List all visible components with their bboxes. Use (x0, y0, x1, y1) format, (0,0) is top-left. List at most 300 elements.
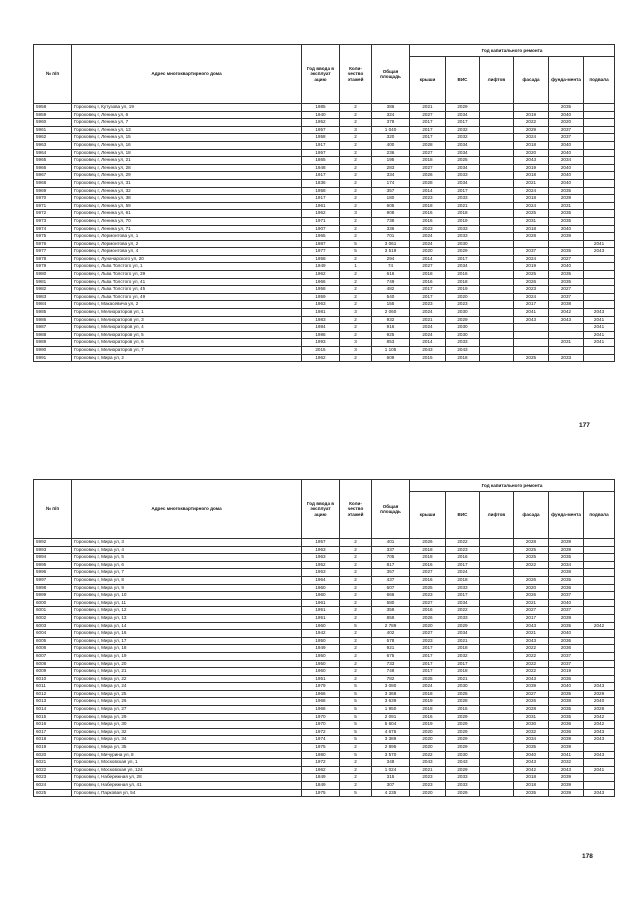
table-row (34, 316, 615, 324)
table-row (34, 592, 615, 600)
cell-roof: 2024 (410, 233, 446, 241)
cell-num: 5982 (34, 286, 72, 294)
cell-basement: 2041 (584, 331, 615, 339)
cell-foundation: 2035 (549, 278, 584, 286)
cell-facade: 2025 (514, 210, 549, 218)
page-number: 177 (579, 422, 590, 429)
table-row (34, 561, 615, 569)
col-header-floors: Коли-чество этажей (340, 480, 372, 539)
cell-foundation: 2034 (549, 561, 584, 569)
table-row (34, 278, 615, 286)
cell-foundation (549, 240, 584, 248)
cell-foundation: 2036 (549, 675, 584, 683)
cell-lift (480, 744, 514, 752)
cell-basement (584, 569, 615, 577)
cell-vis: 2021 (446, 202, 480, 210)
cell-facade: 2031 (514, 713, 549, 721)
cell-year: 1957 (302, 126, 340, 134)
table-row (34, 554, 615, 562)
cell-facade (514, 347, 549, 355)
cell-address: Гороховец г, Льва Толстого ул, 1 (72, 263, 302, 271)
cell-facade: 2032 (514, 728, 549, 736)
cell-year: 1983 (302, 316, 340, 324)
cell-lift (480, 539, 514, 547)
cell-basement (584, 607, 615, 615)
cell-vis: 2029 (446, 789, 480, 797)
cell-address: Гороховец г, Мира ул, 17 (72, 637, 302, 645)
cell-foundation: 2027 (549, 286, 584, 294)
cell-lift (480, 630, 514, 638)
cell-area: 607 (372, 584, 410, 592)
cell-floors: 2 (340, 119, 372, 127)
table-row (34, 179, 615, 187)
table-row (34, 614, 615, 622)
cell-foundation: 2040 (549, 111, 584, 119)
cell-vis: 2033 (446, 195, 480, 203)
cell-year: 1849 (302, 782, 340, 790)
table-row (34, 111, 615, 119)
cell-num: 5969 (34, 187, 72, 195)
cell-floors: 2 (340, 561, 372, 569)
cell-facade: 2021 (514, 599, 549, 607)
cell-foundation: 2039 (549, 614, 584, 622)
cell-address: Гороховец г, Лермонтова ул, 4 (72, 248, 302, 256)
cell-foundation: 2035 (549, 210, 584, 218)
cell-num: 6014 (34, 706, 72, 714)
cell-lift (480, 690, 514, 698)
cell-roof: 2019 (410, 721, 446, 729)
cell-address: Гороховец г, Лермонтова ул, 2 (72, 240, 302, 248)
col-header-area: Общая площадь (372, 480, 410, 539)
cell-facade: 2028 (514, 233, 549, 241)
cell-floors: 2 (340, 149, 372, 157)
cell-area: 817 (372, 561, 410, 569)
cell-year: 1968 (302, 706, 340, 714)
cell-area: 334 (372, 172, 410, 180)
cell-lift (480, 134, 514, 142)
cell-floors: 5 (340, 683, 372, 691)
table-row (34, 690, 615, 698)
cell-year: 1953 (302, 569, 340, 577)
cell-foundation: 2036 (549, 721, 584, 729)
cell-roof: 2022 (410, 751, 446, 759)
cell-year: 1952 (302, 119, 340, 127)
cell-lift (480, 713, 514, 721)
cell-vis: 2028 (446, 698, 480, 706)
cell-foundation: 2035 (549, 690, 584, 698)
cell-foundation: 2039 (549, 546, 584, 554)
cell-basement (584, 645, 615, 653)
cell-foundation: 2040 (549, 172, 584, 180)
col-header-vis: ВИС (446, 492, 480, 539)
cell-basement (584, 630, 615, 638)
cell-year: 1949 (302, 263, 340, 271)
cell-roof: 2026 (410, 539, 446, 547)
cell-area: 701 (372, 233, 410, 241)
cell-vis: 2029 (446, 721, 480, 729)
table-row (34, 713, 615, 721)
table-row (34, 217, 615, 225)
cell-num: 5976 (34, 240, 72, 248)
table-row (34, 660, 615, 668)
cell-foundation: 2039 (549, 539, 584, 547)
cell-num: 5991 (34, 354, 72, 362)
cell-num: 6008 (34, 660, 72, 668)
cell-floors: 5 (340, 721, 372, 729)
cell-num: 6016 (34, 721, 72, 729)
cell-area: 5 604 (372, 721, 410, 729)
table-row (34, 698, 615, 706)
cell-vis: 2034 (446, 111, 480, 119)
cell-year: 1942 (302, 630, 340, 638)
cell-roof: 2018 (410, 546, 446, 554)
cell-area: 155 (372, 301, 410, 309)
cell-vis: 2022 (446, 607, 480, 615)
cell-roof: 2023 (410, 637, 446, 645)
cell-num: 5984 (34, 301, 72, 309)
col-header-basement: подвала (584, 57, 615, 104)
cell-address: Гороховец г, Ленина ул, 31 (72, 179, 302, 187)
cell-year: 1964 (302, 576, 340, 584)
cell-vis: 2029 (446, 316, 480, 324)
cell-vis: 2023 (446, 301, 480, 309)
cell-year: 1977 (302, 248, 340, 256)
cell-floors: 2 (340, 539, 372, 547)
table-row (34, 736, 615, 744)
cell-roof: 2028 (410, 141, 446, 149)
cell-year: 1951 (302, 614, 340, 622)
cell-num: 5987 (34, 324, 72, 332)
cell-floors: 2 (340, 668, 372, 676)
cell-lift (480, 622, 514, 630)
table-row (34, 195, 615, 203)
cell-floors: 2 (340, 637, 372, 645)
cell-roof: 2025 (410, 584, 446, 592)
cell-area: 437 (372, 576, 410, 584)
cell-area: 580 (372, 599, 410, 607)
cell-basement (584, 157, 615, 165)
cell-floors: 2 (340, 774, 372, 782)
cell-roof: 2024 (410, 309, 446, 317)
cell-floors: 3 (340, 210, 372, 218)
cell-year: 1975 (302, 789, 340, 797)
cell-address: Гороховец г, Лермонтова ул, 1 (72, 233, 302, 241)
cell-area: 402 (372, 630, 410, 638)
cell-area: 2 789 (372, 622, 410, 630)
cell-floors: 5 (340, 736, 372, 744)
table-row (34, 141, 615, 149)
cell-vis: 2032 (446, 652, 480, 660)
table-row (34, 309, 615, 317)
cell-num: 5994 (34, 554, 72, 562)
cell-roof: 2026 (410, 172, 446, 180)
cell-basement (584, 278, 615, 286)
cell-basement: 2042 (584, 622, 615, 630)
cell-year: 1949 (302, 645, 340, 653)
cell-address: Гороховец г, Льва Толстого ул, 39 (72, 271, 302, 279)
table-row (34, 187, 615, 195)
cell-foundation: 2036 (549, 645, 584, 653)
cell-num: 5965 (34, 157, 72, 165)
cell-lift (480, 354, 514, 362)
cell-address: Гороховец г, Льва Толстого ул, 41 (72, 278, 302, 286)
col-header-floors: Коли-чество этажей (340, 45, 372, 104)
cell-roof: 2017 (410, 668, 446, 676)
cell-floors: 2 (340, 630, 372, 638)
cell-lift (480, 157, 514, 165)
cell-address: Гороховец г, Московская ул, 124 (72, 766, 302, 774)
cell-facade: 2039 (514, 683, 549, 691)
cell-roof: 2020 (410, 736, 446, 744)
cell-floors: 5 (340, 698, 372, 706)
cell-num: 5963 (34, 141, 72, 149)
cell-address: Гороховец г, Мира ул, 22 (72, 675, 302, 683)
cell-floors: 2 (340, 104, 372, 112)
cell-num: 6004 (34, 630, 72, 638)
cell-area: 401 (372, 539, 410, 547)
table-row (34, 104, 615, 112)
cell-year: 1961 (302, 599, 340, 607)
cell-roof: 2016 (410, 576, 446, 584)
cell-lift (480, 240, 514, 248)
cell-roof: 2023 (410, 301, 446, 309)
cell-roof: 2027 (410, 569, 446, 577)
cell-roof: 2024 (410, 324, 446, 332)
cell-facade: 2018 (514, 141, 549, 149)
cell-floors: 2 (340, 652, 372, 660)
cell-foundation: 2037 (549, 607, 584, 615)
cell-area: 3 639 (372, 698, 410, 706)
cell-facade: 2018 (514, 774, 549, 782)
table-row (34, 286, 615, 294)
cell-foundation: 2037 (549, 660, 584, 668)
table-row (34, 263, 615, 271)
table-row (34, 630, 615, 638)
cell-num: 5964 (34, 149, 72, 157)
cell-vis: 2018 (446, 210, 480, 218)
cell-area: 174 (372, 179, 410, 187)
cell-roof: 2043 (410, 759, 446, 767)
cell-address: Гороховец г, Ленина ул, 13 (72, 126, 302, 134)
cell-lift (480, 592, 514, 600)
cell-facade: 2024 (514, 134, 549, 142)
cell-num: 5979 (34, 263, 72, 271)
cell-address: Гороховец г, Мира ул, 27 (72, 706, 302, 714)
cell-floors: 5 (340, 751, 372, 759)
cell-address: Гороховец г, Мичурина ул, 8 (72, 751, 302, 759)
cell-area: 605 (372, 202, 410, 210)
cell-floors: 2 (340, 569, 372, 577)
cell-foundation: 2039 (549, 774, 584, 782)
table-row (34, 248, 615, 256)
cell-address: Гороховец г, Мира ул, 10 (72, 592, 302, 600)
cell-year: 1952 (302, 561, 340, 569)
cell-floors: 2 (340, 744, 372, 752)
cell-area: 357 (372, 187, 410, 195)
cell-basement (584, 111, 615, 119)
cell-floors: 3 (340, 309, 372, 317)
cell-vis: 2015 (446, 706, 480, 714)
col-header-repair-group: Год капитального ремонта (410, 480, 615, 492)
cell-address: Гороховец г, Мира ул, 11 (72, 599, 302, 607)
cell-floors: 5 (340, 240, 372, 248)
cell-facade: 2026 (514, 576, 549, 584)
cell-num: 6005 (34, 637, 72, 645)
cell-lift (480, 233, 514, 241)
cell-facade (514, 104, 549, 112)
cell-lift (480, 309, 514, 317)
cell-num: 5986 (34, 316, 72, 324)
cell-address: Гороховец г, Мелиораторов ул, 4 (72, 324, 302, 332)
cell-roof: 2016 (410, 217, 446, 225)
table-row (34, 255, 615, 263)
cell-lift (480, 187, 514, 195)
cell-roof: 2026 (410, 614, 446, 622)
cell-area: 749 (372, 278, 410, 286)
table-row (34, 645, 615, 653)
cell-basement: 2043 (584, 309, 615, 317)
cell-num: 6022 (34, 766, 72, 774)
cell-floors: 5 (340, 706, 372, 714)
cell-basement (584, 164, 615, 172)
cell-roof: 2023 (410, 225, 446, 233)
cell-facade: 2022 (514, 668, 549, 676)
cell-foundation: 2037 (549, 134, 584, 142)
cell-address: Гороховец г, Набережная ул, 28 (72, 774, 302, 782)
cell-year: 1962 (302, 354, 340, 362)
cell-floors: 2 (340, 233, 372, 241)
cell-basement: 2029 (584, 690, 615, 698)
cell-area: 578 (372, 637, 410, 645)
cell-floors: 2 (340, 255, 372, 263)
cell-num: 5992 (34, 539, 72, 547)
cell-lift (480, 179, 514, 187)
cell-num: 5959 (34, 111, 72, 119)
cell-num: 5985 (34, 309, 72, 317)
cell-address: Гороховец г, Мелиораторов ул, 6 (72, 339, 302, 347)
col-header-address: Адрес многоквартирного дома (72, 480, 302, 539)
cell-basement (584, 744, 615, 752)
cell-foundation: 2039 (549, 782, 584, 790)
cell-area: 2 895 (372, 744, 410, 752)
cell-vis: 2029 (446, 104, 480, 112)
cell-basement (584, 293, 615, 301)
cell-basement (584, 187, 615, 195)
cell-lift (480, 271, 514, 279)
table-row (34, 225, 615, 233)
cell-basement: 2028 (584, 706, 615, 714)
cell-num: 6010 (34, 675, 72, 683)
cell-year: 1958 (302, 187, 340, 195)
cell-num: 5958 (34, 104, 72, 112)
cell-facade: 2043 (514, 675, 549, 683)
cell-address: Гороховец г, Ленина ул, 6 (72, 111, 302, 119)
cell-vis: 2034 (446, 599, 480, 607)
cell-lift (480, 293, 514, 301)
cell-num: 5968 (34, 179, 72, 187)
table-row (34, 134, 615, 142)
cell-year: 1971 (302, 217, 340, 225)
cell-area: 400 (372, 141, 410, 149)
cell-basement (584, 539, 615, 547)
cell-basement (584, 652, 615, 660)
table-row (34, 637, 615, 645)
cell-num: 5996 (34, 569, 72, 577)
cell-facade: 2019 (514, 263, 549, 271)
table-row (34, 759, 615, 767)
cell-num: 5980 (34, 271, 72, 279)
cell-address: Гороховец г, Мира ул, 7 (72, 569, 302, 577)
cell-facade: 2025 (514, 271, 549, 279)
cell-foundation: 2039 (549, 195, 584, 203)
cell-roof: 2023 (410, 195, 446, 203)
cell-lift (480, 569, 514, 577)
capital-repair-table-page-178 (33, 479, 615, 797)
cell-roof: 2020 (410, 622, 446, 630)
cell-basement: 2042 (584, 721, 615, 729)
cell-facade: 2022 (514, 119, 549, 127)
cell-facade: 2022 (514, 652, 549, 660)
cell-basement: 2041 (584, 316, 615, 324)
cell-area: 1 040 (372, 126, 410, 134)
col-header-num: № п/п (34, 45, 72, 104)
cell-foundation: 2040 (549, 179, 584, 187)
cell-basement: 2041 (584, 766, 615, 774)
cell-num: 5961 (34, 126, 72, 134)
cell-num: 5989 (34, 339, 72, 347)
cell-basement (584, 134, 615, 142)
cell-roof: 2018 (410, 157, 446, 165)
cell-basement (584, 592, 615, 600)
cell-area: 609 (372, 354, 410, 362)
cell-year: 1974 (302, 736, 340, 744)
cell-year: 1959 (302, 293, 340, 301)
cell-year: 1958 (302, 286, 340, 294)
cell-area: 315 (372, 774, 410, 782)
table-row (34, 668, 615, 676)
cell-year: 1962 (302, 271, 340, 279)
cell-floors: 2 (340, 324, 372, 332)
cell-vis: 2019 (446, 286, 480, 294)
cell-floors: 2 (340, 217, 372, 225)
cell-basement (584, 255, 615, 263)
cell-foundation: 2035 (549, 554, 584, 562)
cell-facade: 2043 (514, 157, 549, 165)
cell-num: 5966 (34, 164, 72, 172)
cell-foundation: 2040 (549, 599, 584, 607)
cell-year: 1960 (302, 622, 340, 630)
cell-lift (480, 683, 514, 691)
cell-address: Гороховец г, Ленина ул, 38 (72, 195, 302, 203)
cell-foundation: 2031 (549, 202, 584, 210)
cell-lift (480, 324, 514, 332)
cell-area: 4 235 (372, 789, 410, 797)
cell-vis: 2025 (446, 157, 480, 165)
cell-foundation (549, 347, 584, 355)
cell-roof: 2016 (410, 278, 446, 286)
cell-year: 1966 (302, 690, 340, 698)
cell-address: Гороховец г, Мира ул, 4 (72, 546, 302, 554)
table-row (34, 354, 615, 362)
cell-area: 386 (372, 104, 410, 112)
cell-address: Гороховец г, Ленина ул, 61 (72, 210, 302, 218)
cell-vis: 2030 (446, 331, 480, 339)
cell-area: 283 (372, 164, 410, 172)
table-row (34, 728, 615, 736)
cell-facade: 2017 (514, 301, 549, 309)
col-header-facade: фасада (514, 492, 549, 539)
cell-roof: 2024 (410, 683, 446, 691)
